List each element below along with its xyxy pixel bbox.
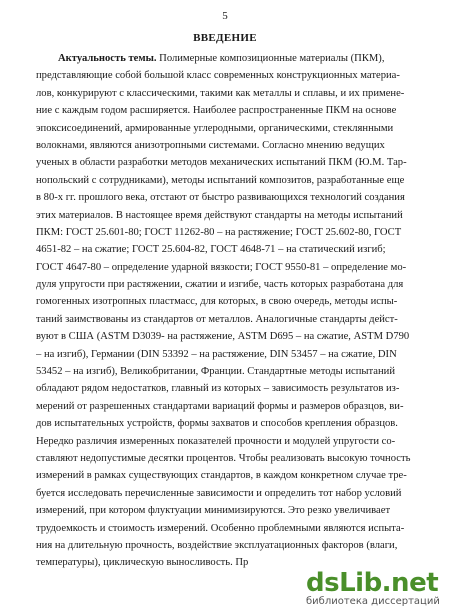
text-line: в 80-х гг. прошлого века, отстают от быстро развивающихся технологий создания <box>36 192 405 204</box>
text-line: ставляют недопустимые десятки процентов. Чтобы реализовать высокую точность <box>36 452 411 464</box>
text-line: ние с каждым годом расширяется. Наиболее распространенные ПКМ на основе <box>36 105 397 117</box>
text-line: 4651-82 – на сжатие; ГОСТ 25.604-82, ГОСТ 4648-71 – на статический изгиб; <box>36 244 386 256</box>
text-line: гомогенных изотропных пластмасс, для которых, в свою очередь, методы испы- <box>36 296 398 308</box>
text-line: измерений, при котором флуктуации минимизируются. Это резко увеличивает <box>36 505 391 517</box>
text-line: эпоксисоединений, армированные углеродными, органическими, стеклянными <box>36 122 394 134</box>
lead-phrase: Актуальность темы. <box>58 53 157 64</box>
text-line: 53452 – на изгиб), Великобритании, Франции. Стандартные методы испытаний <box>36 366 396 378</box>
text-line: дуля упругости при растяжении, сжатии и изгибе, часть которых разработана для <box>36 279 404 291</box>
text-line: волокнами, являются анизотропными системами. Согласно мнению ведущих <box>36 139 385 151</box>
text-line: нопольский с сотрудниками), методы испытаний композитов, разработанные еще <box>36 174 405 186</box>
text-line: этих материалов. В настоящее время действуют стандарты на методы испытаний <box>36 209 403 221</box>
watermark-caption: библиотека диссертаций <box>306 596 440 607</box>
text-line: представляющие собой большой класс современных конструкционных материа- <box>36 70 400 82</box>
watermark-logo: dsLib.net <box>306 568 439 598</box>
text-line: ПКМ: ГОСТ 25.601-80; ГОСТ 11262-80 – на растяжение; ГОСТ 25.602-80, ГОСТ <box>36 226 402 238</box>
watermark[interactable] <box>300 566 450 612</box>
text-line: ГОСТ 4647-80 – определение ударной вязкости; ГОСТ 9550-81 – определение мо- <box>36 261 407 273</box>
text-line: ния на длительную прочность, воздействие эксплуатационных факторов (влаги, <box>36 539 398 551</box>
text-line: измерений в рамках существующих стандартов, в каждом конкретном случае тре- <box>36 470 407 482</box>
text-line: таний заимствованы из стандартов от металлов. Аналогичные стандарты дейст- <box>36 313 398 325</box>
first-line <box>36 50 442 67</box>
first-line-text: Полимерные композиционные материалы (ПКМ), <box>156 53 385 64</box>
text-line: мерений от разрешенных стандартами вариаций формы и размеров образцов, ви- <box>36 400 404 412</box>
text-line: буется исследовать перечисленные зависимости и определить тот набор условий <box>36 487 402 499</box>
paragraph-lines <box>36 67 442 571</box>
text-line: Нередко различия измеренных показателей прочности и модулей упругости со- <box>36 435 396 447</box>
text-line: вуют в США (ASTM D3039- на растяжение, ASTM D695 – на сжатие, ASTM D790 <box>36 331 410 343</box>
body-text <box>36 50 442 572</box>
text-line: трудоемкость и стоимость измерений. Особенно проблемными являются испыта- <box>36 522 405 534</box>
text-line: дов испытательных устройств, формы захватов и способов крепления образцов. <box>36 418 398 430</box>
page-heading: ВВЕДЕНИЕ <box>193 32 257 44</box>
text-line: лов, конкурируют с классическими, такими как металлы и сплавы, и их примене- <box>36 87 405 99</box>
page-number: 5 <box>222 10 228 22</box>
text-line: обладают рядом недостатков, главный из которых – зависимость результатов из- <box>36 383 400 395</box>
text-line: температуры), циклическую выносливость. Пр <box>36 557 249 569</box>
text-line: ученых в области разработки методов механических испытаний ПКМ (Ю.М. Тар- <box>36 157 407 169</box>
text-line: – на изгиб), Германии (DIN 53392 – на растяжение, DIN 53457 – на сжатие, DIN <box>36 348 397 360</box>
